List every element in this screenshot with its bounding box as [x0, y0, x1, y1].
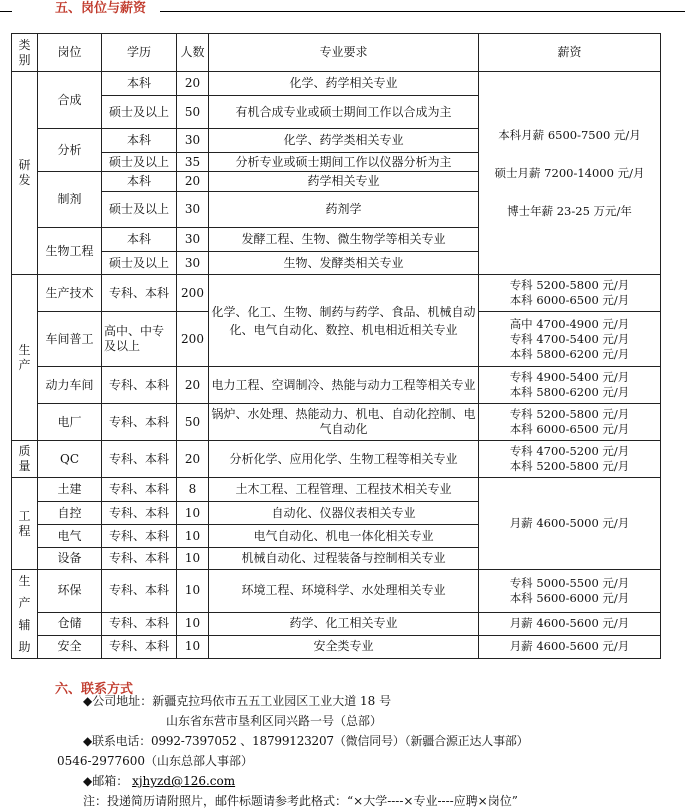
headcount: 30	[177, 129, 209, 153]
salary: 高中 4700-4900 元/月 专科 4700-5400 元/月 本科 5800-6200 元/月	[479, 312, 661, 367]
headcount: 10	[177, 548, 209, 570]
education: 专科、本科	[102, 502, 177, 525]
headcount: 10	[177, 502, 209, 525]
requirement: 化学、药学类相关专业	[209, 129, 479, 153]
header-count: 人数	[177, 34, 209, 72]
requirement: 分析专业或硕士期间工作以仪器分析为主	[209, 153, 479, 172]
position-name: 自控	[38, 502, 102, 525]
education: 专科、本科	[102, 275, 177, 312]
requirement: 生物、发酵类相关专业	[209, 252, 479, 275]
position-name: 设备	[38, 548, 102, 570]
education: 专科、本科	[102, 404, 177, 441]
contact-phone-line2: 0546-2977600（山东总部人事部）	[57, 754, 254, 768]
header-category: 类 别	[12, 34, 38, 72]
table-row	[12, 612, 661, 635]
position-name: 土建	[38, 478, 102, 502]
salary: 专科 5200-5800 元/月 本科 6000-6500 元/月	[479, 275, 661, 312]
table-row	[12, 72, 661, 96]
category-engineering: 工程	[12, 478, 38, 570]
salary: 专科 4700-5200 元/月 本科 5200-5800 元/月	[479, 441, 661, 478]
salary-rd: 本科月薪 6500-7500 元/月 硕士月薪 7200-14000 元/月 博士年薪 23-25 万元/年	[479, 72, 661, 275]
headcount: 35	[177, 153, 209, 172]
contact-address-line2: 山东省东营市垦利区同兴路一号（总部）	[166, 714, 383, 728]
education: 专科、本科	[102, 441, 177, 478]
position-name: 车间普工	[38, 312, 102, 367]
education: 专科、本科	[102, 525, 177, 548]
category-quality: 质量	[12, 441, 38, 478]
table-row	[12, 570, 661, 613]
requirement: 药剂学	[209, 192, 479, 228]
position-name: QC	[38, 441, 102, 478]
education: 本科	[102, 228, 177, 252]
requirement: 土木工程、工程管理、工程技术相关专业	[209, 478, 479, 502]
table-row	[12, 441, 661, 478]
salary: 专科 4900-5400 元/月 本科 5800-6200 元/月	[479, 367, 661, 404]
position-name: 分析	[38, 129, 102, 172]
contact-note: 注：投递简历请附照片，邮件标题请参考此格式：“×大学----×专业----应聘×岗位”	[83, 794, 518, 808]
table-row	[12, 478, 661, 502]
header-salary: 薪资	[479, 34, 661, 72]
education: 专科、本科	[102, 478, 177, 502]
requirement: 分析化学、应用化学、生物工程等相关专业	[209, 441, 479, 478]
position-name: 制剂	[38, 172, 102, 228]
education: 本科	[102, 72, 177, 96]
headcount: 10	[177, 525, 209, 548]
education: 硕士及以上	[102, 153, 177, 172]
headcount: 20	[177, 172, 209, 192]
position-name: 电厂	[38, 404, 102, 441]
requirement: 自动化、仪器仪表相关专业	[209, 502, 479, 525]
requirement: 电气自动化、机电一体化相关专业	[209, 525, 479, 548]
table-row	[12, 275, 661, 312]
rule-right	[160, 11, 685, 12]
table-header-row	[12, 34, 661, 72]
headcount: 30	[177, 192, 209, 228]
salary-engineering: 月薪 4600-5000 元/月	[479, 478, 661, 570]
position-name: 仓储	[38, 612, 102, 635]
position-name: 电气	[38, 525, 102, 548]
education: 硕士及以上	[102, 192, 177, 228]
job-table	[11, 33, 661, 659]
requirement: 机械自动化、过程装备与控制相关专业	[209, 548, 479, 570]
education: 高中、中专及以上	[102, 312, 177, 367]
education: 专科、本科	[102, 548, 177, 570]
contact-title: 六、联系方式	[55, 682, 134, 697]
education: 专科、本科	[102, 612, 177, 635]
salary: 专科 5000-5500 元/月 本科 5600-6000 元/月	[479, 570, 661, 613]
headcount: 30	[177, 252, 209, 275]
table-row	[12, 367, 661, 404]
header-education: 学历	[102, 34, 177, 72]
position-name: 生物工程	[38, 228, 102, 275]
contact-phone-line1: ◆联系电话：0992-7397052 、18799123207（微信同号）（新疆合源正达人事部）	[83, 734, 529, 748]
requirement: 锅炉、水处理、热能动力、机电、自动化控制、电气自动化	[209, 404, 479, 441]
section-title: 五、岗位与薪资	[55, 1, 147, 16]
email-label: ◆邮箱：	[83, 774, 129, 788]
education: 专科、本科	[102, 570, 177, 613]
position-name: 安全	[38, 635, 102, 658]
education: 硕士及以上	[102, 96, 177, 129]
salary: 月薪 4600-5600 元/月	[479, 635, 661, 658]
position-name: 生产技术	[38, 275, 102, 312]
headcount: 10	[177, 570, 209, 613]
contact-email-line	[83, 772, 235, 789]
education: 硕士及以上	[102, 252, 177, 275]
category-rd: 研发	[12, 72, 38, 275]
education: 专科、本科	[102, 635, 177, 658]
requirement: 药学、化工相关专业	[209, 612, 479, 635]
requirement: 电力工程、空调制冷、热能与动力工程等相关专业	[209, 367, 479, 404]
salary: 专科 5200-5800 元/月 本科 6000-6500 元/月	[479, 404, 661, 441]
requirement: 化学、化工、生物、制药与药学、食品、机械自动化、电气自动化、数控、机电相近相关专业	[209, 275, 479, 367]
header-position: 岗位	[38, 34, 102, 72]
headcount: 50	[177, 96, 209, 129]
education: 专科、本科	[102, 367, 177, 404]
headcount: 20	[177, 441, 209, 478]
category-auxiliary: 生产辅助	[12, 570, 38, 659]
headcount: 10	[177, 635, 209, 658]
requirement: 环境工程、环境科学、水处理相关专业	[209, 570, 479, 613]
education: 本科	[102, 129, 177, 153]
salary: 月薪 4600-5600 元/月	[479, 612, 661, 635]
headcount: 200	[177, 312, 209, 367]
category-production: 生产	[12, 275, 38, 441]
headcount: 20	[177, 367, 209, 404]
email-link[interactable]: xjhyzd@126.com	[132, 774, 236, 788]
contact-address-line1: ◆公司地址：新疆克拉玛依市五五工业园区工业大道 18 号	[83, 694, 392, 708]
table-row	[12, 635, 661, 658]
table-row	[12, 404, 661, 441]
requirement: 安全类专业	[209, 635, 479, 658]
headcount: 8	[177, 478, 209, 502]
requirement: 药学相关专业	[209, 172, 479, 192]
headcount: 10	[177, 612, 209, 635]
position-name: 环保	[38, 570, 102, 613]
rule-left	[0, 11, 12, 12]
position-name: 动力车间	[38, 367, 102, 404]
headcount: 50	[177, 404, 209, 441]
header-requirements: 专业要求	[209, 34, 479, 72]
requirement: 化学、药学相关专业	[209, 72, 479, 96]
requirement: 有机合成专业或硕士期间工作以合成为主	[209, 96, 479, 129]
education: 本科	[102, 172, 177, 192]
headcount: 30	[177, 228, 209, 252]
headcount: 20	[177, 72, 209, 96]
headcount: 200	[177, 275, 209, 312]
position-name: 合成	[38, 72, 102, 129]
requirement: 发酵工程、生物、微生物学等相关专业	[209, 228, 479, 252]
